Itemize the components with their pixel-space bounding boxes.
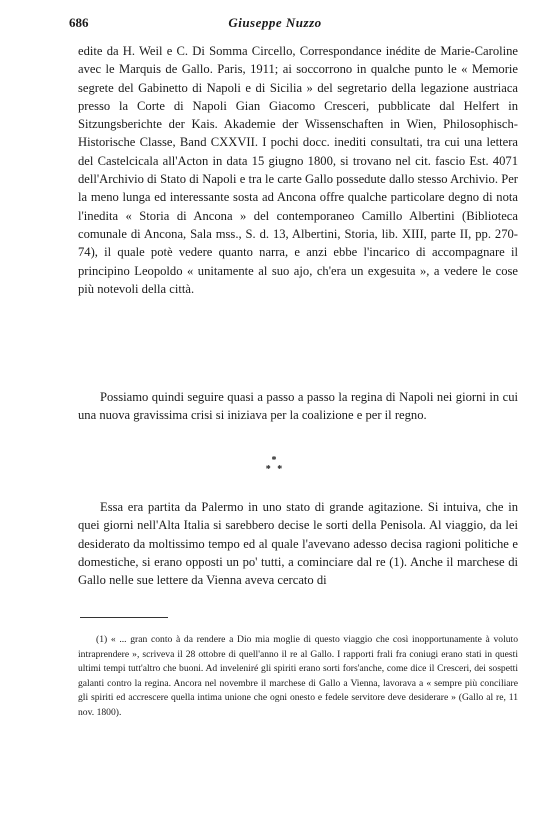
paragraph-sources: [78, 42, 518, 298]
section-separator: [0, 456, 550, 474]
paragraph-text: Possiamo quindi seguire quasi a passo a passo la regina di Napoli nei giorni in cui una nuova gravissima crisi si iniziava per la coalizione e per il regno.: [78, 390, 518, 423]
page-header: [0, 12, 550, 34]
asterism-bottom: * *: [265, 464, 285, 475]
paragraph-intro: [78, 388, 518, 425]
asterism-top: *: [271, 455, 279, 466]
footnote: [78, 633, 518, 721]
footnote-rule: [80, 617, 168, 618]
paragraph-text: Essa era partita da Palermo in uno stato di grande agitazione. Si intuiva, che in quei giorni nell'Alta Italia si sarebbero decise le sorti della Penisola. Al viaggio, da lei desiderato da moltissimo tempo ed al quale l'avevano adesso decisa ragioni politiche e domestiche, si erano opposti un po' tutti, a cominciare dal re (1). Anche il marchese di Gallo nelle sue lettere da Vienna aveva cercato di: [78, 500, 518, 588]
footnote-text: (1) « ... gran conto à da rendere a Dio mia moglie di questo viaggio che così inopportunamente à voluto intraprendere », scriveva il 28 ottobre di quell'anno il re al Gallo. I rapporti frali fra coniugi erano stati in questi ultimi tempi tutt'altro che buoni. Ad inveleniré gli spiriti erano sorti fors'anche, come dice il Cresceri, dei sospetti galanti contro la regina. Ancora nel novembre il marchese di Gallo a Vienna, lavorava a « sempre più conciliare gli spiriti ed accrescere quella intima unione che ogni onesto e fedele servitore deve desiderare » (Gallo al re, 11 nov. 1800).: [78, 634, 518, 718]
paragraph-departure: [78, 498, 518, 589]
paragraph-text: edite da H. Weil e C. Di Somma Circello, Correspondance inédite de Marie-Caroline avec le Marquis de Gallo. Paris, 1911; ai soccorrono in qualche punto le « Memorie segrete del Gabinetto di Napoli e di Sicilia » del segretario della legazione austriaca presso la Corte di Napoli Gian Giacomo Cresceri, pubblicate dal Helfert in Sitzungsberichte der Kais. Akademie der Wissenschaften in Wien, Philosophisch-Historische Classe, Band CXXVII. I pochi docc. inediti consultati, tra cui una lettera del Castelcicala all'Acton in data 15 giugno 1800, si trovano nel cit. fascio Est. 4071 dell'Archivio di Stato di Napoli e tra le carte Gallo possedute dallo stesso Archivio. Per la meno lunga ed interessante sosta ad Ancona offre qualche particolare degno di nota l'inedita « Storia di Ancona » del contemporaneo Camillo Albertini (Biblioteca comunale di Ancona, Sala mss., S. d. 13, Albertini, Storia, lib. XIII, parte II, pp. 270-74), il quale potè vedere quanto narra, e anzi ebbe l'incarico di accompagnare il principino Leopoldo « unitamente al suo ajo, ch'era un exgesuita », a vedere le cose più notevoli della città.: [78, 44, 518, 296]
running-head: Giuseppe Nuzzo: [228, 15, 322, 30]
page-number: 686: [69, 15, 89, 30]
